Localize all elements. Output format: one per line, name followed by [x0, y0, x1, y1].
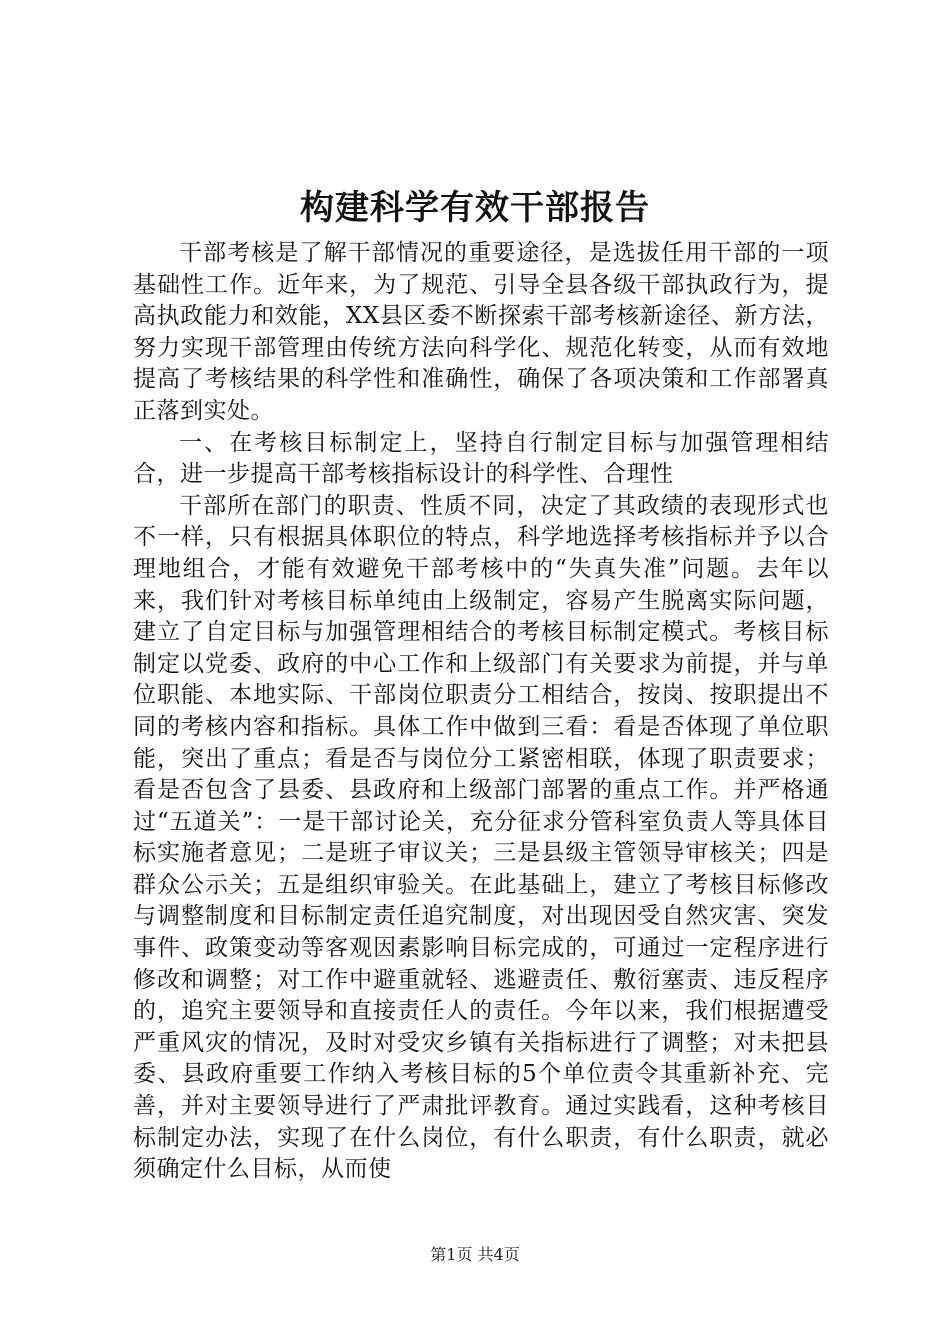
paragraph-intro: 干部考核是了解干部情况的重要途径，是选拔任用干部的一项基础性工作。近年来，为了规范、引导全县各级干部执政行为，提高执政能力和效能，XX县区委不断探索干部考核新途径、新方法，努力实现干部管理由传统方法向科学化、规范化转变，从而有效地提高了考核结果的科学性和准确性，确保了各项决策和工作部署真正落到实处。	[133, 240, 829, 424]
paragraph-section-heading: 一、在考核目标制定上，坚持自行制定目标与加强管理相结合，进一步提高干部考核指标设计的科学性、合理性	[133, 429, 829, 488]
document-title: 构建科学有效干部报告	[300, 188, 650, 228]
page-footer: 第1页 共4页	[430, 1245, 520, 1264]
paragraph-section-body: 干部所在部门的职责、性质不同，决定了其政绩的表现形式也不一样，只有根据具体职位的特点，科学地选择考核指标并予以合理地组合，才能有效避免干部考核中的“失真失准”问题。去年以来，我们针对考核目标单纯由上级制定，容易产生脱离实际问题，建立了自定目标与加强管理相结合的考核目标制定模式。考核目标制定以党委、政府的中心工作和上级部门有关要求为前提，并与单位职能、本地实际、干部岗位职责分工相结合，按岗、按职提出不同的考核内容和指标。具体工作中做到三看：看是否体现了单位职能，突出了重点；看是否与岗位分工紧密相联，体现了职责要求；看是否包含了县委、县政府和上级部门部署的重点工作。并严格通过“五道关”：一是干部讨论关，充分征求分管科室负责人等具体目标实施者意见；二是班子审议关；三是县级主管领导审核关；四是群众公示关；五是组织审验关。在此基础上，建立了考核目标修改与调整制度和目标制定责任追究制度，对出现因受自然灾害、突发事件、政策变动等客观因素影响目标完成的，可通过一定程序进行修改和调整；对工作中避重就轻、逃避责任、敷衍塞责、违反程序的，追究主要领导和直接责任人的责任。今年以来，我们根据遭受严重风灾的情况，及时对受灾乡镇有关指标进行了调整；对未把县委、县政府重要工作纳入考核目标的5个单位责令其重新补充、完善，并对主要领导进行了严肃批评教育。通过实践看，这种考核目标制定办法，实现了在什么岗位，有什么职责，有什么职责，就必须确定什么目标，从而使	[133, 492, 829, 1183]
document-body	[133, 238, 829, 1186]
